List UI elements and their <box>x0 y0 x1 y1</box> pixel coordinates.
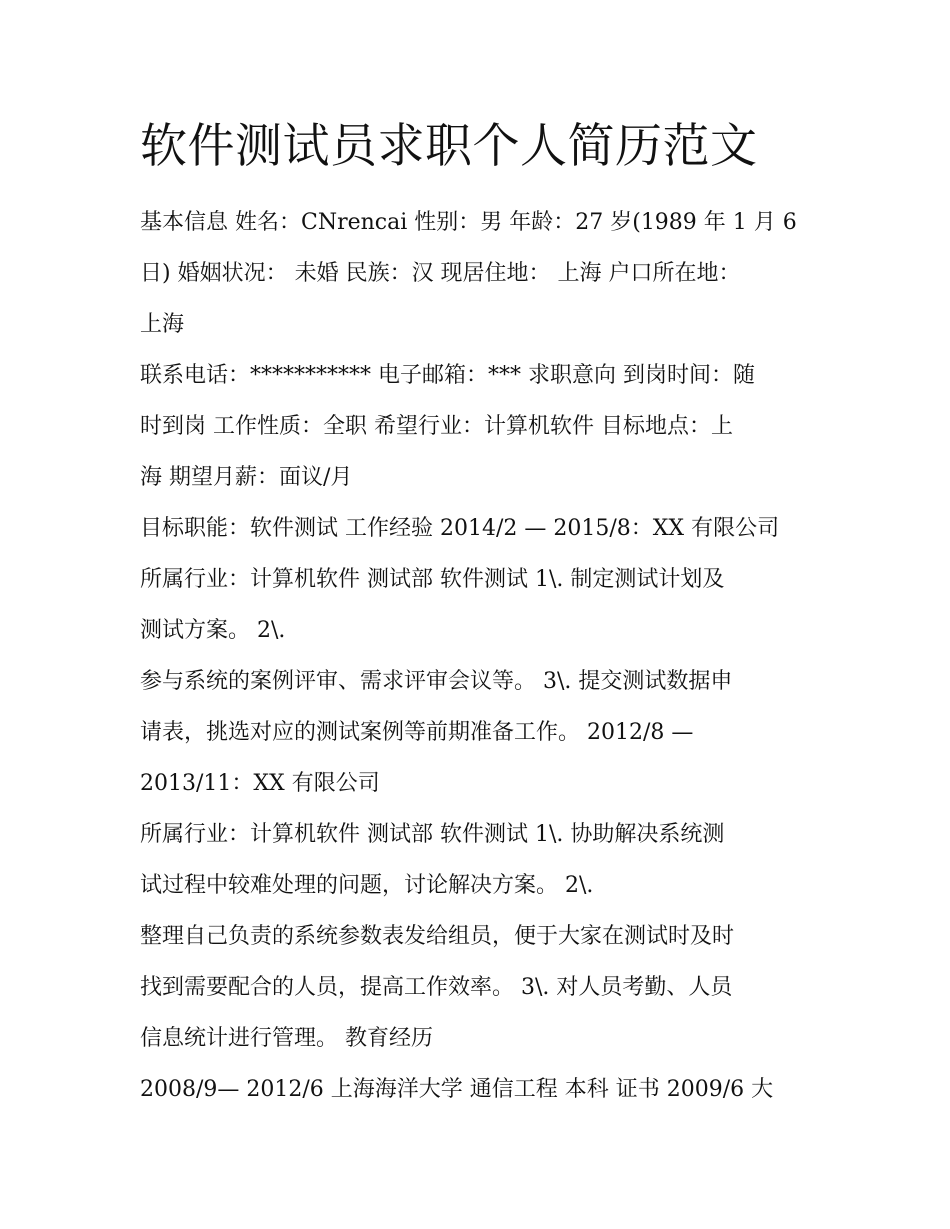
text-line: 基本信息 姓名：CNrencai 性别：男 年龄：27 岁(1989 年 1 月 6 <box>140 210 797 235</box>
text-line: 上海 <box>140 312 185 337</box>
text-line: 找到需要配合的人员，提高工作效率。 3\. 对人员考勤、人员 <box>140 975 733 1000</box>
text-line: 整理自己负责的系统参数表发给组员，便于大家在测试时及时 <box>140 924 735 949</box>
text-line: 目标职能：软件测试 工作经验 2014/2 — 2015/8：XX 有限公司 <box>140 516 780 541</box>
document-title: 软件测试员求职个人简历范文 <box>140 119 758 174</box>
text-line: 2013/11：XX 有限公司 <box>140 771 380 796</box>
text-line: 联系电话：*********** 电子邮箱：*** 求职意向 到岗时间：随 <box>140 363 755 388</box>
text-line: 2008/9— 2012/6 上海海洋大学 通信工程 本科 证书 2009/6 大 <box>140 1077 774 1102</box>
text-line: 所属行业：计算机软件 测试部 软件测试 1\. 制定测试计划及 <box>140 567 725 592</box>
text-line: 测试方案。 2\. <box>140 618 286 643</box>
text-line: 参与系统的案例评审、需求评审会议等。 3\. 提交测试数据申 <box>140 669 733 694</box>
text-line: 所属行业：计算机软件 测试部 软件测试 1\. 协助解决系统测 <box>140 822 725 847</box>
text-line: 时到岗 工作性质：全职 希望行业：计算机软件 目标地点：上 <box>140 414 733 439</box>
text-line: 请表，挑选对应的测试案例等前期准备工作。 2012/8 — <box>140 720 694 745</box>
text-line: 试过程中较难处理的问题，讨论解决方案。 2\. <box>140 873 594 898</box>
text-line: 海 期望月薪：面议/月 <box>140 465 353 490</box>
text-line: 日) 婚姻状况： 未婚 民族：汉 现居住地： 上海 户口所在地： <box>140 261 741 286</box>
document-body <box>140 197 820 1115</box>
text-line: 信息统计进行管理。 教育经历 <box>140 1026 433 1051</box>
